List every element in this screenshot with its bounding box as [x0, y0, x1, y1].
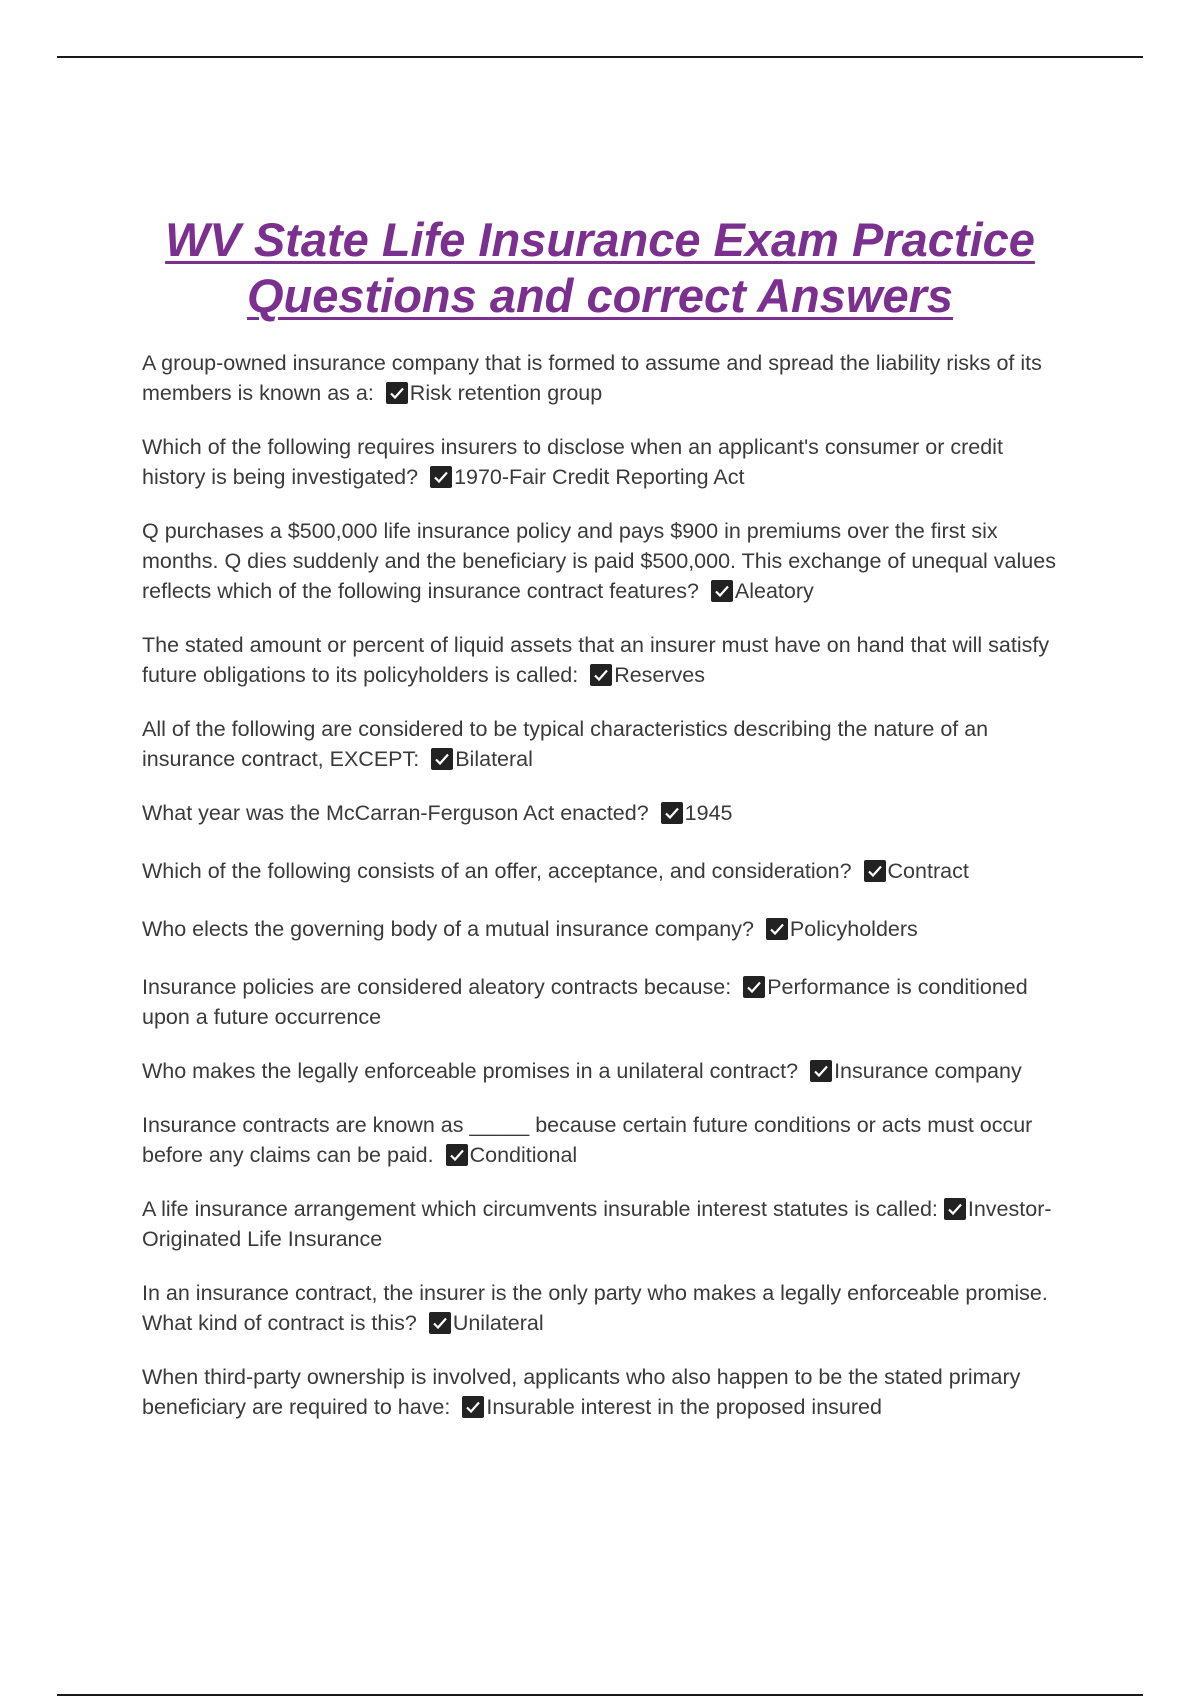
question-text: Q purchases a $500,000 life insurance policy and pays $900 in premiums over the first six months. Q dies suddenly and the beneficiary is paid $500,000. This exchange of unequal values reflects which of the following insurance contract features?: [142, 519, 1056, 603]
answer-text: Bilateral: [455, 747, 533, 771]
checkbox-checked-icon: [590, 664, 612, 686]
answer-text: Contract: [887, 859, 969, 883]
checkbox-checked-icon: [711, 580, 733, 602]
checkbox-checked-icon: [810, 1060, 832, 1082]
checkbox-checked-icon: [430, 466, 452, 488]
document-title: [120, 212, 1080, 324]
answer-text: Policyholders: [789, 917, 918, 941]
question-text: A life insurance arrangement which circumvents insurable interest statutes is called:: [142, 1197, 938, 1221]
answer-text: Conditional: [469, 1143, 578, 1167]
qa-item: [142, 1110, 1067, 1170]
answer-text: 1945: [684, 801, 733, 825]
checkbox-checked-icon: [431, 748, 453, 770]
qa-item: [142, 516, 1067, 606]
answer-text: Unilateral: [452, 1311, 544, 1335]
question-text: Who makes the legally enforceable promises in a unilateral contract?: [142, 1059, 799, 1083]
qa-item: [142, 856, 1067, 886]
checkbox-checked-icon: [944, 1198, 966, 1220]
answer-text: 1970-Fair Credit Reporting Act: [454, 465, 745, 489]
question-text: Insurance contracts are known as _____ because certain future conditions or acts must occur before any claims can be paid.: [142, 1113, 1033, 1167]
answer-text: Aleatory: [734, 579, 814, 603]
question-text: All of the following are considered to be typical characteristics describing the nature of an insurance contract, EXCEPT:: [142, 717, 989, 771]
checkbox-checked-icon: [661, 802, 683, 824]
top-rule: [57, 56, 1143, 58]
checkbox-checked-icon: [766, 918, 788, 940]
qa-item: [142, 1056, 1067, 1086]
question-text: Insurance policies are considered aleatory contracts because:: [142, 975, 732, 999]
answer-text: Investor-Originated Life Insurance: [142, 1197, 1052, 1251]
title-line-1: WV State Life Insurance Exam Practice: [165, 213, 1035, 266]
qa-item: [142, 798, 1067, 828]
checkbox-checked-icon: [446, 1144, 468, 1166]
question-list: [142, 348, 1067, 1446]
qa-item: [142, 1194, 1067, 1254]
answer-text: Performance is conditioned upon a future occurrence: [142, 975, 1028, 1029]
question-text: Which of the following requires insurers to disclose when an applicant's consumer or credit history is being investigated?: [142, 435, 1003, 489]
checkbox-checked-icon: [743, 976, 765, 998]
question-text: When third-party ownership is involved, applicants who also happen to be the stated primary beneficiary are required to have:: [142, 1365, 1021, 1419]
bottom-rule: [57, 1694, 1143, 1696]
answer-text: Insurable interest in the proposed insured: [486, 1395, 882, 1419]
question-text: A group-owned insurance company that is formed to assume and spread the liability risks of its members is known as a:: [142, 351, 1042, 405]
question-text: Who elects the governing body of a mutual insurance company?: [142, 917, 754, 941]
question-text: The stated amount or percent of liquid assets that an insurer must have on hand that will satisfy future obligations to its policyholders is called:: [142, 633, 1050, 687]
qa-item: [142, 1278, 1067, 1338]
qa-item: [142, 972, 1067, 1032]
answer-text: Risk retention group: [409, 381, 603, 405]
question-text: Which of the following consists of an offer, acceptance, and consideration?: [142, 859, 852, 883]
qa-item: [142, 432, 1067, 492]
qa-item: [142, 348, 1067, 408]
checkbox-checked-icon: [386, 382, 408, 404]
checkbox-checked-icon: [864, 860, 886, 882]
qa-item: [142, 914, 1067, 944]
question-text: What year was the McCarran-Ferguson Act enacted?: [142, 801, 649, 825]
qa-item: [142, 1362, 1067, 1422]
checkbox-checked-icon: [429, 1312, 451, 1334]
title-line-2: Questions and correct Answers: [246, 269, 954, 322]
answer-text: Reserves: [614, 663, 706, 687]
question-text: In an insurance contract, the insurer is the only party who makes a legally enforceable promise. What kind of contract is this?: [142, 1281, 1048, 1335]
answer-text: Insurance company: [834, 1059, 1022, 1083]
checkbox-checked-icon: [462, 1396, 484, 1418]
qa-item: [142, 630, 1067, 690]
qa-item: [142, 714, 1067, 774]
